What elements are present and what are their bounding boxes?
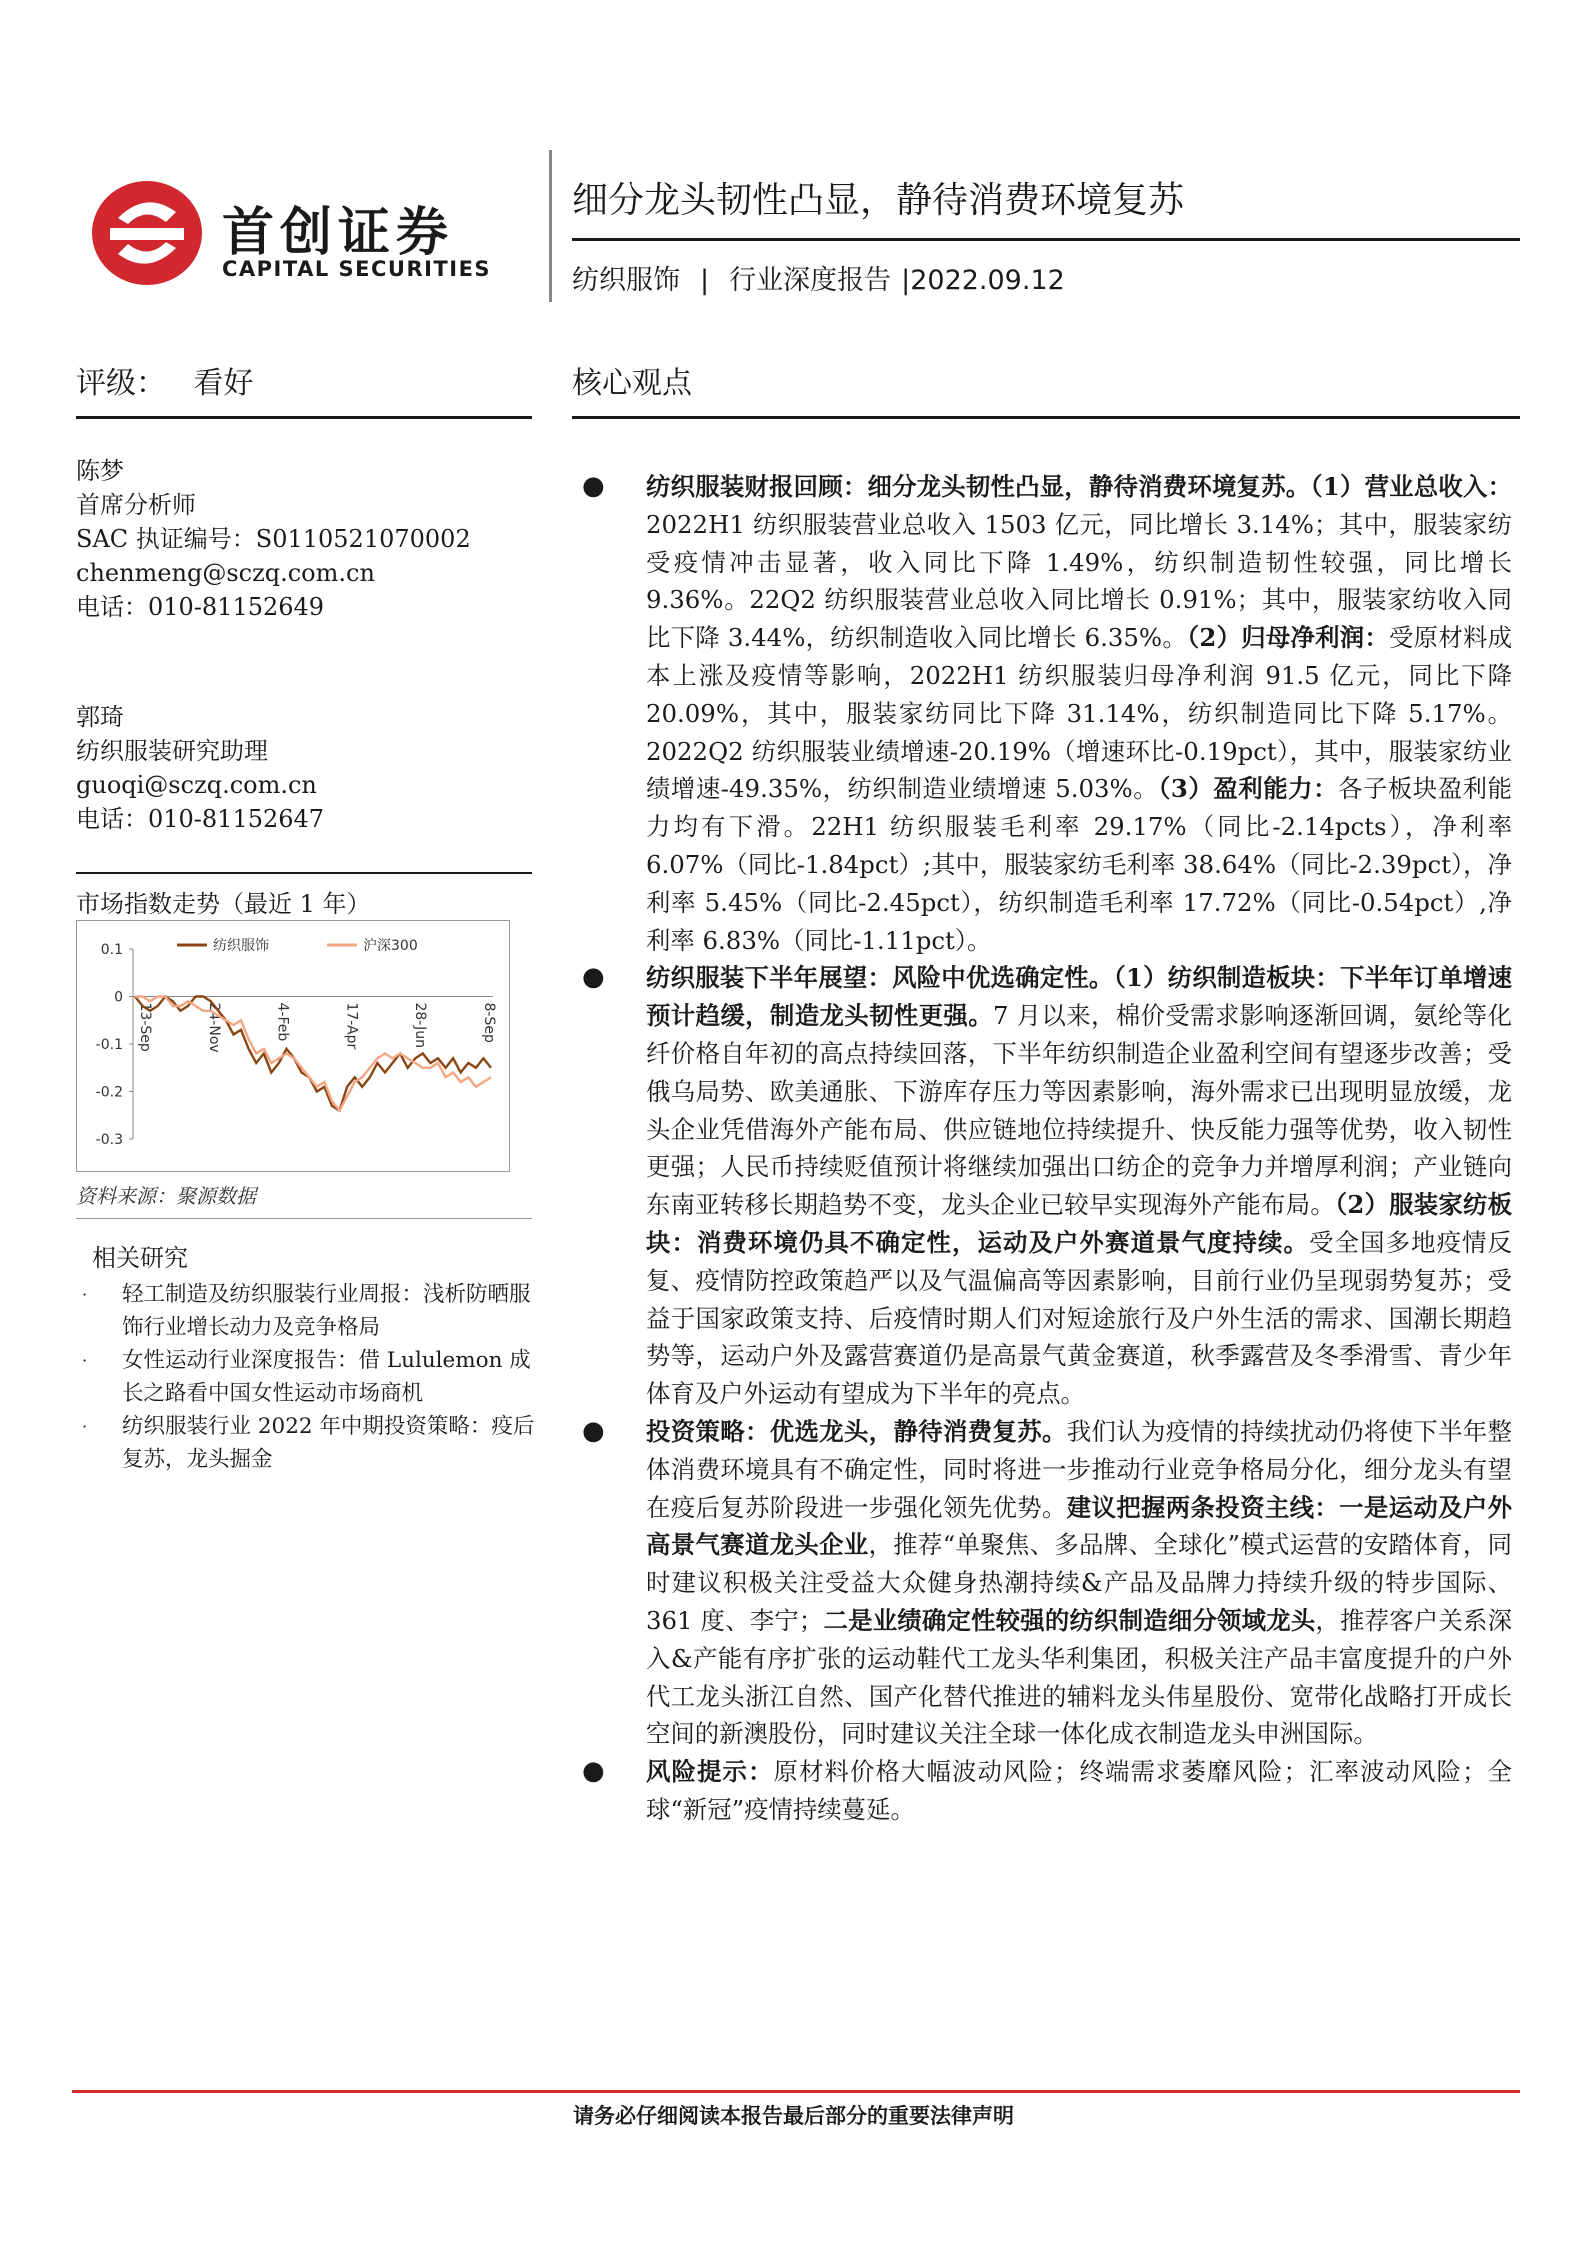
chart-svg — [77, 921, 509, 1171]
related-item[interactable] — [76, 1344, 536, 1410]
bold-text: （2）服装家纺板块：消费环境仍具不确定性，运动及户外赛道景气度持续。 — [646, 1190, 1512, 1257]
bold-text: （2）归母净利润： — [1186, 623, 1390, 653]
body-text: 受全国多地疫情反复、疫情防控政策趋严以及气温偏高等因素影响，目前行业仍呈现弱势复苏；受益于国家政策支持、后疫情时期人们对短途旅行及户外生活的需求、国潮长期趋势等，运动户外及露营赛道仍是高景气黄金赛道，秋季露营及冬季滑雪、青少年体育及户外运动有望成为下半年的亮点。 — [646, 1227, 1512, 1409]
related-item[interactable] — [76, 1278, 536, 1344]
report-title: 细分龙头韧性凸显，静待消费环境复苏 — [572, 180, 1185, 221]
core-heading: 核心观点 — [572, 366, 692, 401]
legend-label: 沪深300 — [363, 938, 418, 954]
rating-rule — [76, 416, 532, 419]
bold-text: 纺织服装下半年展望：风险中优选确定性。（1）纺织制造板块：下半年订单增速预计趋缓，制造龙头韧性更强。 — [646, 963, 1512, 1031]
bold-text: 二是业绩确定性较强的纺织制造细分领域龙头 — [823, 1605, 1316, 1635]
related-item-text: 轻工制造及纺织服装行业周报：浅析防晒服饰行业增长动力及竞争格局 — [122, 1282, 531, 1340]
y-tick-label: 0 — [114, 989, 123, 1006]
bullet-dot-icon: · — [82, 1417, 88, 1436]
body-text: ，推荐“单聚焦、多品牌、全球化”模式运营的安踏体育，同时建议积极关注受益大众健身热潮持续&产品及品牌力持续升级的特步国际、361 度、李宁； — [646, 1530, 1512, 1635]
body-text: 原材料价格大幅波动风险；终端需求萎靡风险；汇率波动风险；全球“新冠”疫情持续蔓延。 — [646, 1757, 1512, 1824]
bullet-icon: ● — [582, 471, 605, 501]
related-item[interactable] — [76, 1410, 536, 1476]
rating-value: 看好 — [193, 366, 254, 401]
core-rule — [572, 416, 1520, 419]
x-tick-label: 17-Apr — [343, 1002, 360, 1050]
bold-text: （3）盈利能力： — [1158, 774, 1339, 804]
core-point-outlook — [572, 959, 1512, 1413]
x-tick-label: 8-Sep — [481, 1002, 497, 1043]
report-subtitle — [572, 258, 1075, 297]
analyst-email[interactable]: chenmeng@sczq.com.cn — [76, 559, 375, 587]
bold-text: 风险提示： — [646, 1757, 774, 1787]
x-tick-label: 28-Jun — [412, 1002, 429, 1049]
industry-label: 纺织服饰 — [572, 265, 680, 296]
rating — [76, 358, 254, 402]
analyst-role: 首席分析师 — [76, 491, 196, 519]
x-tick-label: 24-Nov — [205, 1002, 222, 1053]
analyst-name: 郭琦 — [76, 703, 124, 731]
report-date: |2022.09.12 — [901, 265, 1065, 296]
body-text: 2022H1 纺织服装营业总收入 1503 亿元，同比增长 3.14%；其中，服装家纺受疫情冲击显著，收入同比下降 1.49%，纺织制造韧性较强，同比增长 9.36%。22Q2 纺织服装营业总收入同比增长 0.91%；其中，服装家纺收入同比下降 3.44%，纺织制造收入同比增长 6.35%。 — [646, 509, 1512, 653]
analyst-card-2 — [76, 700, 324, 836]
analyst-card-1 — [76, 454, 471, 624]
x-tick-label: 13-Sep — [137, 1002, 153, 1052]
bullet-icon: ● — [582, 1756, 605, 1787]
related-item-text: 女性运动行业深度报告：借 Lululemon 成长之路看中国女性运动市场商机 — [122, 1348, 531, 1406]
rating-label: 评级： — [76, 366, 166, 401]
series-line-1 — [135, 997, 491, 1111]
bold-text: 投资策略：优选龙头，静待消费复苏。 — [646, 1416, 1067, 1446]
y-tick-label: -0.1 — [95, 1037, 123, 1053]
bullet-icon: ● — [582, 962, 605, 993]
company-name-cn: 首创证券 — [222, 203, 455, 263]
subtitle-separator: | — [700, 265, 710, 296]
analyst-rule — [76, 872, 532, 874]
footer-rule — [72, 2090, 1520, 2093]
analyst-phone: 电话：010-81152647 — [76, 805, 325, 833]
y-tick-label: -0.2 — [95, 1084, 123, 1101]
y-tick-label: -0.3 — [95, 1132, 123, 1148]
body-text: ，推荐客户关系深入&产能有序扩张的运动鞋代工龙头华利集团，积极关注产品丰富度提升的户外代工龙头浙江自然、国产化替代推进的辅料龙头伟星股份、宽带化战略打开成长空间的新澳股份，同时建议关注全球一体化成衣制造龙头申洲国际。 — [646, 1605, 1512, 1749]
company-logo-icon — [88, 178, 206, 288]
bullet-dot-icon: · — [82, 1351, 88, 1370]
body-text: 受原材料成本上涨及疫情等影响，2022H1 纺织服装归母净利润 91.5 亿元，同比下降 20.09%，其中，服装家纺同比下降 31.14%，纺织制造同比下降 5.17%。2022Q2 纺织服装业绩增速-20.19%（增速环比-0.19pct），其中，服装家纺业绩增速-49.35%，纺织制造业绩增速 5.03%。 — [646, 623, 1512, 804]
legal-notice: 请务必仔细阅读本报告最后部分的重要法律声明 — [573, 2103, 1014, 2128]
analyst-phone: 电话：010-81152649 — [76, 593, 325, 621]
chart-source: 资料来源：聚源数据 — [76, 1184, 256, 1208]
market-index-chart — [76, 920, 510, 1172]
analyst-role: 纺织服装研究助理 — [76, 737, 268, 765]
core-points — [572, 468, 1512, 1829]
bullet-icon: ● — [582, 1415, 605, 1446]
chart-title: 市场指数走势（最近 1 年） — [76, 890, 371, 918]
title-rule — [572, 238, 1520, 241]
bullet-dot-icon: · — [82, 1285, 88, 1304]
body-text: 各子板块盈利能力均有下滑。22H1 纺织服装毛利率 29.17%（同比-2.14pcts），净利率 6.07%（同比-1.84pct）;其中，服装家纺毛利率 38.64%（同比-2.39pct），净利率 5.45%（同比-2.45pct），纺织制造毛利率 17.72%（同比-0.54pct）,净利率 6.83%（同比-1.11pct）。 — [646, 774, 1512, 955]
related-item-text: 纺织服装行业 2022 年中期投资策略：疫后复苏，龙头掘金 — [122, 1414, 535, 1472]
header-divider — [549, 150, 552, 302]
source-rule — [76, 1218, 532, 1219]
related-heading: 相关研究 — [92, 1244, 188, 1272]
analyst-email[interactable]: guoqi@sczq.com.cn — [76, 771, 317, 799]
x-tick-label: 4-Feb — [274, 1002, 291, 1042]
company-name-en: CAPITAL SECURITIES — [222, 257, 492, 281]
analyst-name: 陈梦 — [76, 457, 124, 485]
core-point-financial-review — [572, 468, 1512, 959]
body-text: 我们认为疫情的持续扰动仍将使下半年整体消费环境具有不确定性，同时将进一步推动行业竞争格局分化，细分龙头有望在疫后复苏阶段进一步强化领先优势。 — [646, 1416, 1512, 1522]
bold-text: 建议把握两条投资主线：一是运动及户外高景气赛道龙头企业 — [646, 1492, 1512, 1560]
core-point-risk — [572, 1753, 1512, 1829]
analyst-sac: SAC 执证编号：S0110521070002 — [76, 525, 471, 553]
bold-text: 纺织服装财报回顾：细分龙头韧性凸显，静待消费环境复苏。（1）营业总收入： — [646, 472, 1512, 501]
body-text: 7 月以来，棉价受需求影响逐渐回调，氨纶等化纤价格自年初的高点持续回落，下半年纺织制造企业盈利空间有望逐步改善；受俄乌局势、欧美通胀、下游库存压力等因素影响，海外需求已出现明显放缓，龙头企业凭借海外产能布局、供应链地位持续提升、快反能力强等优势，收入韧性更强；人民币持续贬值预计将继续加强出口纺企的竞争力并增厚利润；产业链向东南亚转移长期趋势不变，龙头企业已较早实现海外产能布局。 — [646, 1001, 1512, 1220]
related-list — [76, 1278, 536, 1476]
core-point-strategy — [572, 1413, 1512, 1753]
report-type-label: 行业深度报告 — [729, 265, 892, 296]
legend-label: 纺织服饰 — [213, 938, 269, 954]
series-line-2 — [135, 997, 491, 1111]
y-tick-label: 0.1 — [100, 942, 123, 958]
